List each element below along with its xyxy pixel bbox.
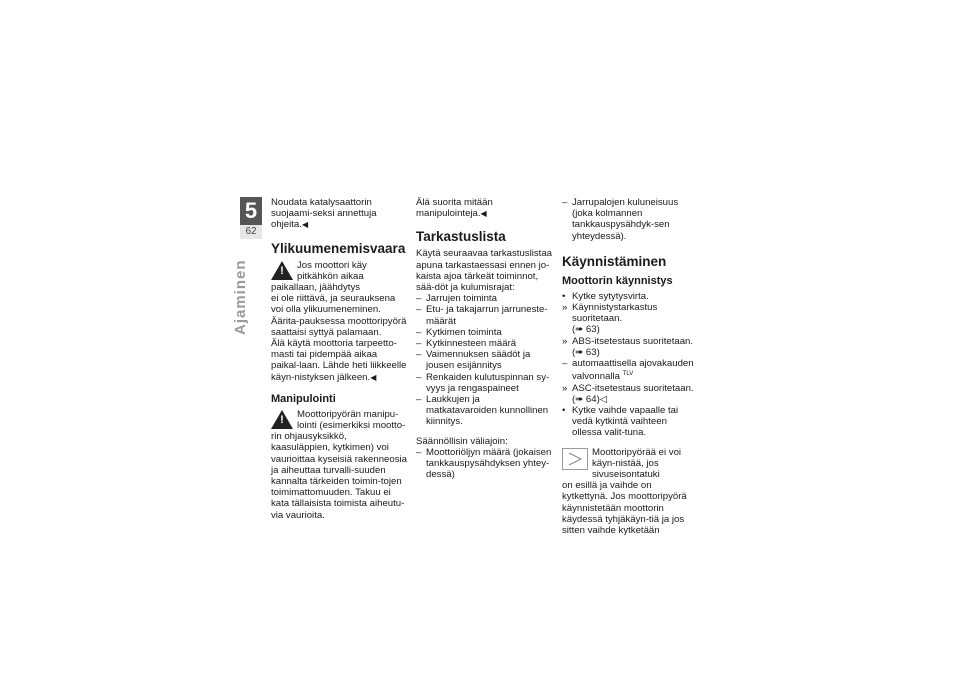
step-item (562, 405, 698, 439)
checklist (416, 293, 552, 427)
overheat-text-b: ei ole riittävä, ja seurauksena voi olla ylikuumeneminen. Äärita-pauksessa moottoripyörä saattaisi syttyä palamaan. (271, 293, 407, 338)
step-marker: » (562, 335, 568, 347)
end-marker: ◀ (480, 209, 487, 219)
chapter-number: 5 (240, 197, 262, 225)
note-text-a: Moottoripyörää ei voi käyn-nistää, jos sivuseisontatuki (592, 446, 682, 481)
column-3 (562, 197, 698, 536)
overheat-text-c: Älä käytä moottoria tarpeetto-masti tai pidempää aikaa paikal-laan. Lähde heti liikkeelle käyn-nistyksen jälkeen.◀ (271, 338, 407, 383)
warning-overheat (271, 260, 407, 383)
end-marker: ◀ (370, 372, 377, 382)
page-reference: (➠ 63) (572, 346, 600, 358)
step-item (562, 358, 698, 383)
warning-icon (271, 261, 293, 281)
step-item (562, 383, 698, 405)
intro-text: Älä suorita mitään manipulointeja.◀ (416, 197, 493, 220)
list-item: – Jarrupalojen kuluneisuus (joka kolmannen tankkauspysähdyk-sen yhteydessä). (562, 197, 698, 242)
intro-text: Noudata katalysaattorin suojaami-seksi annettuja ohjeita.◀ (271, 197, 377, 231)
chapter-label: Ajaminen (232, 259, 249, 335)
heading-manipulation: Manipulointi (271, 392, 336, 405)
warning-manipulation (271, 409, 407, 521)
step-item (562, 291, 698, 302)
heading-checklist: Tarkastuslista (416, 229, 506, 245)
page-number: 62 (240, 225, 262, 239)
step-item (562, 336, 698, 358)
superscript-tlv: TLV (622, 371, 634, 378)
checklist-intro: Käytä seuraavaa tarkastuslistaa apuna tarkastaessasi ennen jo-kaista ajoa tärkeät toiminnot, sää-döt ja kulumisrajat: (416, 248, 552, 294)
page-reference: (➠ 64)◁ (572, 393, 608, 405)
step-marker: » (562, 382, 568, 394)
step-item (562, 302, 698, 336)
list-item: – Kytkinnesteen määrä (416, 338, 552, 349)
regular-list (416, 447, 552, 481)
note-icon (562, 448, 588, 470)
regular-intro: Säännöllisin väliajoin: (416, 435, 508, 447)
step-text: automaattisella ajovakauden valvonnalla (572, 358, 694, 383)
list-item: – Kytkimen toiminta (416, 327, 552, 338)
step-marker: • (562, 290, 566, 302)
end-marker: ◀ (301, 220, 309, 230)
step-text: ASC-itsetestaus suoritetaan. (572, 382, 694, 394)
note-text-b: on esillä ja vaihde on kytkettynä. Jos moottoripyörä käynnistetään moottorin käydessä tyhjäkäyn-tiä ja jos sitten vaihde kytketään (562, 480, 687, 537)
list-item: – Vaimennuksen säädöt ja jousen esijännitys (416, 349, 552, 371)
step-text: Kytke vaihde vapaalle tai vedä kytkintä vaihteen ollessa valit-tuna. (572, 405, 679, 439)
list-item: – Etu- ja takajarrun jarruneste-määrät (416, 304, 552, 326)
regular-list-continued (562, 197, 698, 242)
overheat-text-a: Jos moottori käy pitkähkön aikaa paikallaan, jäähdytys (271, 259, 367, 294)
column-1 (271, 197, 407, 521)
list-item: – Laukkujen ja matkatavaroiden kunnollinen kiinnitys. (416, 394, 552, 428)
step-marker: » (562, 302, 568, 314)
step-text: Kytke sytytysvirta. (572, 290, 649, 302)
note-arrow-icon (567, 452, 583, 466)
column-2 (416, 197, 552, 480)
note-block (562, 447, 698, 537)
heading-engine-start: Moottorin käynnistys (562, 274, 673, 287)
heading-overheat: Ylikuumenemisvaara (271, 240, 406, 256)
list-item: – Jarrujen toiminta (416, 293, 552, 304)
list-item: – Renkaiden kulutuspinnan sy-vyys ja rengaspaineet (416, 372, 552, 394)
manip-text-b: rin ohjausyksikkö, kaasuläppien, kytkimen) voi vaurioittaa kyseisiä rakenneosia ja aiheuttaa turvalli-suuden kannalta tärkeiden toimin-tojen toimimattomuuden. Takuu ei kata tällaisista toimista aiheutu-via vaurioita. (271, 431, 407, 521)
step-text: ABS-itsetestaus suoritetaan. (572, 335, 694, 347)
step-marker: – (562, 358, 568, 370)
heading-starting: Käynnistäminen (562, 253, 667, 269)
manip-text-a: Moottoripyörän manipu-lointi (esimerkiksi mootto- (297, 408, 406, 432)
step-marker: • (562, 405, 566, 417)
warning-icon (271, 410, 293, 430)
page-reference: (➠ 63) (572, 324, 600, 336)
step-text: Käynnistystarkastus suoritetaan. (572, 302, 658, 325)
list-item: – Moottoriöljyn määrä (jokaisen tankkauspysähdyksen yhtey-dessä) (416, 447, 552, 481)
